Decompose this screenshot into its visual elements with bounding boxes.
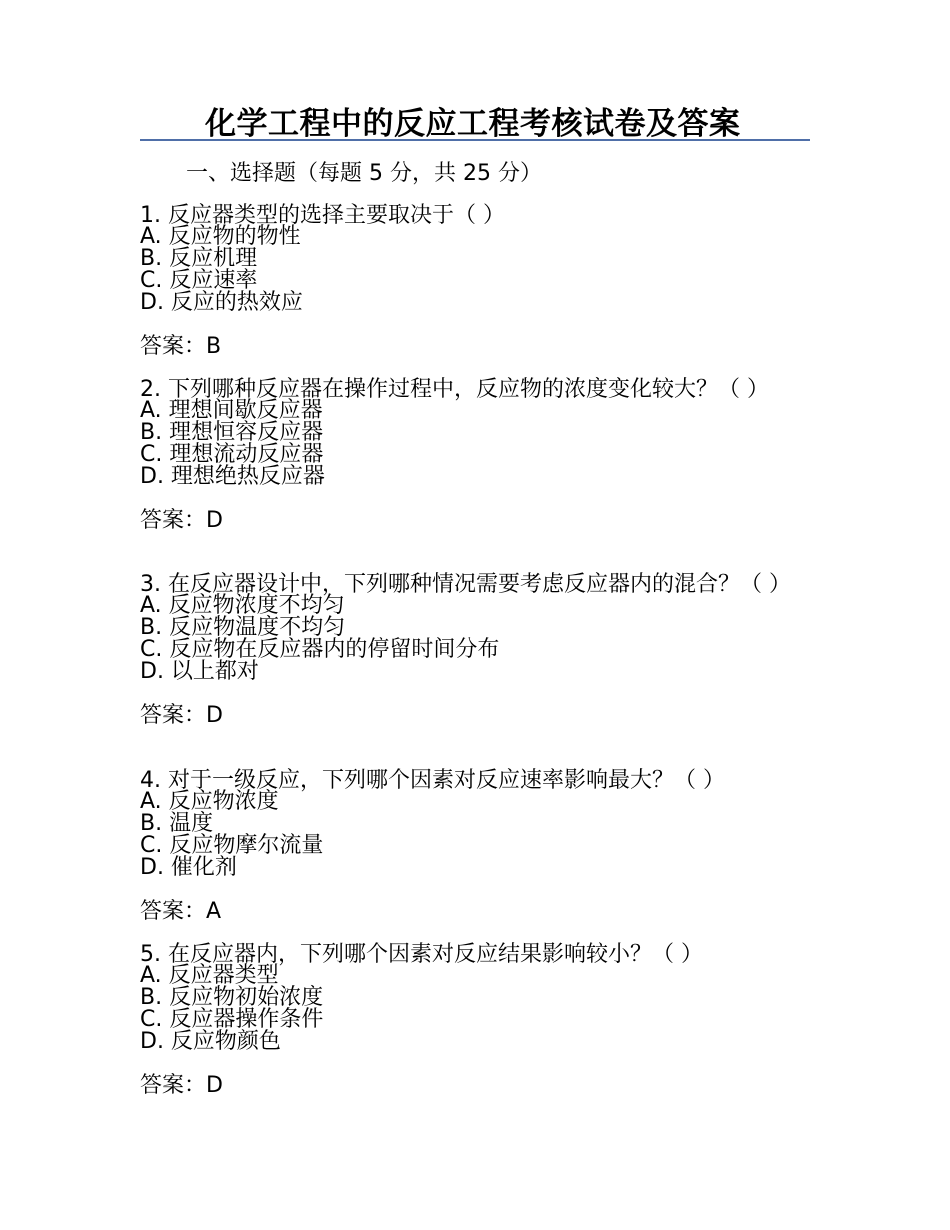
section-heading: 一、选择题（每题 5 分，共 25 分） <box>186 161 542 186</box>
question-stem: 3. 在反应器设计中，下列哪种情况需要考虑反应器内的混合？（ ） <box>140 572 791 597</box>
option-a: A. 理想间歇反应器 <box>140 398 323 423</box>
question-stem: 5. 在反应器内，下列哪个因素对反应结果影响较小？（ ） <box>140 942 703 967</box>
question-1 <box>140 205 800 360</box>
option-a: A. 反应物浓度 <box>140 789 279 814</box>
option-d: D. 反应的热效应 <box>140 290 303 315</box>
option-a: A. 反应物浓度不均匀 <box>140 593 345 618</box>
question-2 <box>140 379 800 534</box>
question-stem: 4. 对于一级反应，下列哪个因素对反应速率影响最大？（ ） <box>140 768 725 793</box>
answer: 答案：D <box>140 508 223 533</box>
answer: 答案：D <box>140 703 223 728</box>
title-underline <box>140 139 810 141</box>
option-b: B. 反应机理 <box>140 246 258 271</box>
option-d: D. 以上都对 <box>140 659 259 684</box>
option-d: D. 反应物颜色 <box>140 1029 281 1054</box>
option-b: B. 理想恒容反应器 <box>140 420 324 445</box>
option-c: C. 反应物在反应器内的停留时间分布 <box>140 637 500 662</box>
option-c: C. 反应器操作条件 <box>140 1007 324 1032</box>
option-b: B. 反应物初始浓度 <box>140 985 324 1010</box>
question-stem: 1. 反应器类型的选择主要取决于（ ） <box>140 203 505 228</box>
question-stem: 2. 下列哪种反应器在操作过程中，反应物的浓度变化较大？（ ） <box>140 377 769 402</box>
option-c: C. 反应物摩尔流量 <box>140 833 324 858</box>
answer: 答案：D <box>140 1073 223 1098</box>
option-d: D. 催化剂 <box>140 855 237 880</box>
option-d: D. 理想绝热反应器 <box>140 464 325 489</box>
question-3 <box>140 574 800 729</box>
option-c: C. 反应速率 <box>140 268 258 293</box>
page-title: 化学工程中的反应工程考核试卷及答案 <box>205 106 741 142</box>
question-5 <box>140 944 800 1099</box>
question-4 <box>140 770 800 925</box>
option-b: B. 反应物温度不均匀 <box>140 615 346 640</box>
option-a: A. 反应物的物性 <box>140 224 301 249</box>
option-a: A. 反应器类型 <box>140 963 279 988</box>
option-b: B. 温度 <box>140 811 214 836</box>
answer: 答案：A <box>140 899 222 924</box>
option-c: C. 理想流动反应器 <box>140 442 324 467</box>
answer: 答案：B <box>140 334 222 359</box>
